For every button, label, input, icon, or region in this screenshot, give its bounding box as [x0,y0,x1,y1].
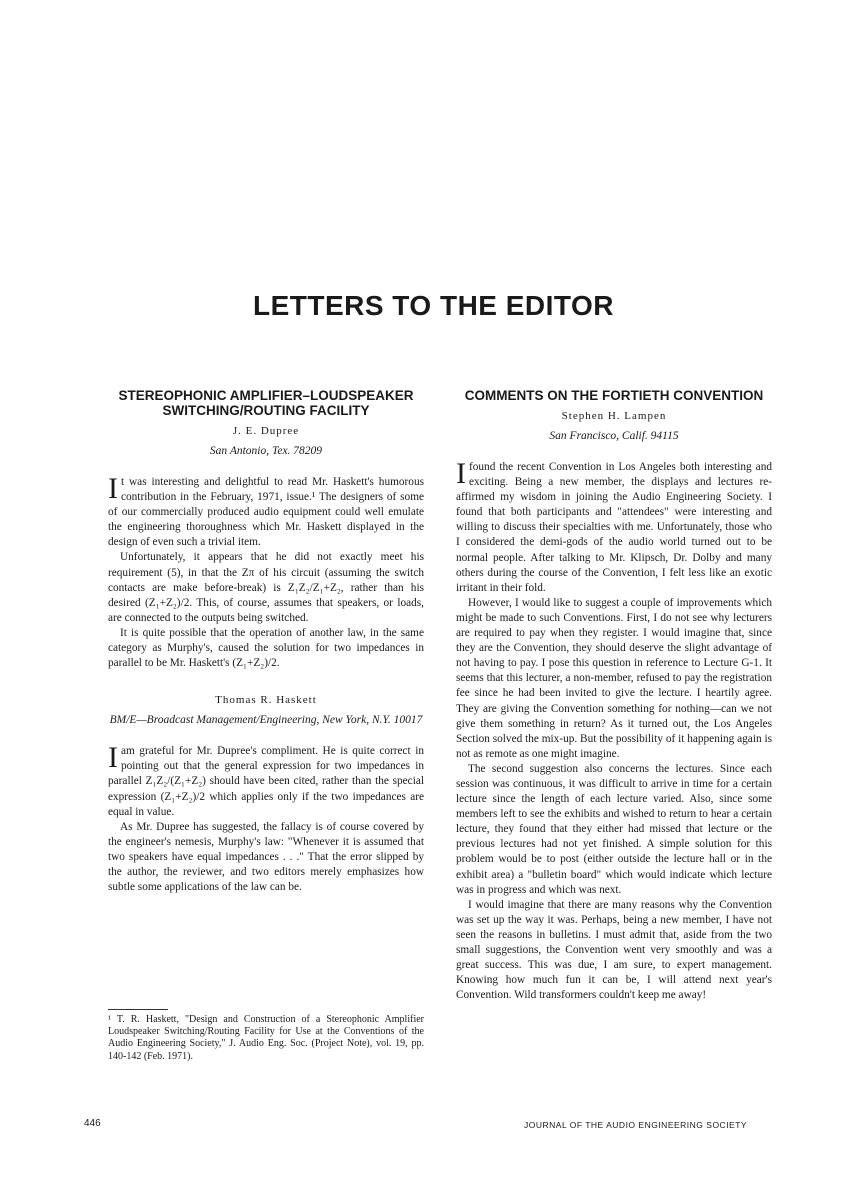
right-column [456,388,772,1003]
letter-paragraph: However, I would like to suggest a couple of improvements which might be made to such Conventions. First, I do not see why lecturers are required to pay when they register. I would imagine that, since they are the Convention, they should deserve the slight advantage of not having to pay. I pose this question in reference to Lecture G-1. It seems that this lecturer, a non-member, refused to pay the registration fee since he had been invited to give the lecture. I heartily agree. They are giving the Convention something for nothing—can we not give them something in return? As it turned out, the Los Angeles Section solved the mix-up. But the possibility of it happening again is not as remote as one might imagine. [456,596,772,760]
letter-paragraph: Unfortunately, it appears that he did not exactly meet his requirement (5), in that the Zπ of his circuit (assuming the switch contacts are make before-break) is Z₁Z₂/Z₁+Z₂, rather than his desired (Z₁+Z₂)/2. This, of course, assumes that speakers, or loads, are connected to the outputs being switched. [108,551,424,624]
footnote-rule [108,1009,168,1010]
letter-author-dupree: J. E. Dupree [232,425,300,437]
reply-author-haskett: Thomas R. Haskett [215,694,317,707]
letter-paragraph: The second suggestion also concerns the lectures. Since each session was continuous, it was difficult to arrive in time for a certain lecture since the length of each lecture varied. Also, since some members left to see the exhibits and wished to return to hear a certain lecture, they found that they either had missed that lecture or the previous lectures had not yet finished. A simple solution for this problem would be to post (either outside the lecture hall or in the exhibit area) a "bulletin board" which would indicate which lecture was in progress and which was next. [456,762,772,896]
letter-affiliation-lampen: San Francisco, Calif. 94115 [549,430,679,442]
letter-paragraph: It was interesting and delightful to read Mr. Haskett's humorous contribution in the February, 1971, issue.¹ The designers of some of our commercially produced audio equipment could well emulate the engineering thoroughness which Mr. Haskett displayed in the design of even such a trivial item. [108,472,424,549]
drop-cap: I [108,472,118,505]
page-number: 446 [84,1118,101,1129]
letter-affiliation-dupree: San Antonio, Tex. 78209 [209,445,323,457]
reply-block [108,693,424,895]
letter-paragraph: It is quite possible that the operation of another law, in the same category as Murphy's, caused the solution for two impedances in parallel to be Mr. Haskett's (Z₁+Z₂)/2. [108,626,424,670]
letter-heading-switching-facility: STEREOPHONIC AMPLIFIER–LOUDSPEAKER SWITCHING/ROUTING FACILITY [118,388,414,418]
letter-paragraph: I would imagine that there are many reasons why the Convention was set up the way it was. Perhaps, being a new member, I have not seen the reasons in bulletins. I must admit that, aside from the two small suggestions, the Convention went very smoothly and was a great success. This was due, I am sure, to expert management. Knowing how much fun it can be, I will attend next year's Convention. Wild transformers couldn't keep me away! [456,898,772,1002]
page-title: LETTERS TO THE EDITOR [252,290,615,321]
left-column [108,388,424,895]
reply-paragraph: Iam grateful for Mr. Dupree's compliment. He is quite correct in pointing out that the general expression for two impedances in parallel Z₁Z₂/(Z₁+Z₂) should have been cited, rather than the special expression (Z₁+Z₂)/2 which applies only if the two impedances are equal in value. [108,741,424,818]
reply-affiliation-haskett: BM/E—Broadcast Management/Engineering, New York, N.Y. 10017 [109,714,423,727]
reply-paragraph: As Mr. Dupree has suggested, the fallacy is of course covered by the engineer's nemesis, Murphy's law: "Whenever it is assumed that two speakers have equal impedances . . ." That the error slipped by the author, the reviewer, and two editors merely emphasizes how subtle some applications of the law can be. [108,820,424,894]
drop-cap: I [108,741,118,775]
running-footer: JOURNAL OF THE AUDIO ENGINEERING SOCIETY [524,1120,748,1130]
letter-heading-fortieth-convention: COMMENTS ON THE FORTIETH CONVENTION [464,388,764,403]
footnote: ¹ T. R. Haskett, "Design and Construction of a Stereophonic Amplifier Loudspeaker Switching/Routing Facility for Use at the Conventions of the Audio Engineering Society," J. Audio Eng. Soc. (Project Note), vol. 19, pp. 140-142 (Feb. 1971). [108,1014,424,1062]
letter-author-lampen: Stephen H. Lampen [561,410,667,422]
drop-cap: I [456,457,466,490]
letter-paragraph: Ifound the recent Convention in Los Angeles both interesting and exciting. Being a new member, the displays and lectures re-affirmed my wisdom in joining the Audio Engineering Society. I found that both participants and "attendees" were interesting and willing to discuss their specialties with me. Unfortunately, those who I considered the demi-gods of the audio world turned out to be normal people. After talking to Mr. Klipsch, Dr. Dolby and many others during the course of the Convention, I felt less like an exotic irritant in their fold. [456,457,772,594]
